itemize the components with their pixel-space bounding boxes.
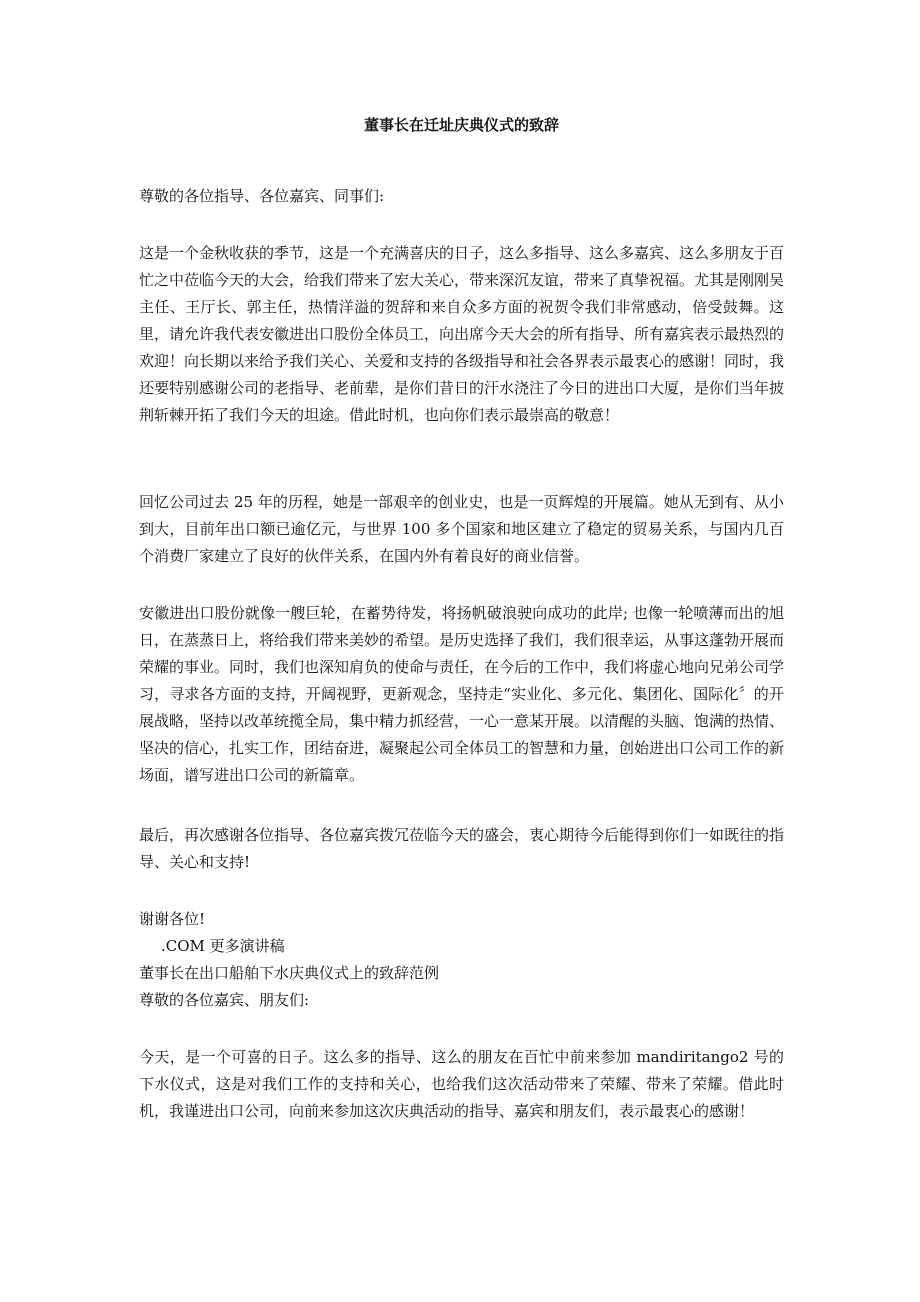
paragraph-history: 回忆公司过去 25 年的历程，她是一部艰辛的创业史，也是一页辉煌的开展篇。她从无到有、从小到大，目前年出口额已逾亿元，与世界 100 多个国家和地区建立了稳定的贸易关系，与国内几百个消费厂家建立了良好的伙伴关系，在国内外有着良好的商业信誉。 [139, 493, 784, 565]
second-salutation: 尊敬的各位嘉宾、朋友们: [139, 991, 310, 1009]
page-title: 董事长在迁址庆典仪式的致辞 [363, 116, 559, 134]
paragraph-vision: 安徽进出口股份就像一艘巨轮，在蓄势待发，将扬帆破浪驶向成功的此岸; 也像一轮喷薄而出的旭日，在蒸蒸日上，将给我们带来美妙的希望。是历史选择了我们，我们很幸运，从事这蓬勃开展而荣耀的事业。同时，我们也深知肩负的使命与责任，在今后的工作中，我们将虚心地向兄弟公司学习，寻求各方面的支持，开阔视野，更新观念，坚持走“实业化、多元化、集团化、国际化〞的开展战略，坚持以改革统揽全局，集中精力抓经营，一心一意某开展。以清醒的头脑、饱满的热情、坚决的信心，扎实工作，团结奋进，凝聚起公司全体员工的智慧和力量，创始进出口公司工作的新场面，谱写进出口公司的新篇章。 [139, 604, 785, 784]
second-speech-title: 董事长在出口船舶下水庆典仪式上的致辞范例 [139, 964, 440, 982]
more-speeches-link[interactable]: .COM 更多演讲稿 [161, 937, 285, 955]
salutation: 尊敬的各位指导、各位嘉宾、同事们: [139, 187, 385, 205]
paragraph-closing: 最后，再次感谢各位指导、各位嘉宾拨冗莅临今天的盛会，衷心期待今后能得到你们一如既往的指导、关心和支持! [139, 826, 785, 871]
thanks-line: 谢谢各位! [139, 910, 206, 928]
paragraph-opening: 这是一个金秋收获的季节，这是一个充满喜庆的日子，这么多指导、这么多嘉宾、这么多朋友于百忙之中莅临今天的大会，给我们带来了宏大关心，带来深沉友谊，带来了真挚祝福。尤其是刚刚吴主任、王厅长、郭主任，热情洋溢的贺辞和来自众多方面的祝贺令我们非常感动，倍受鼓舞。这里，请允许我代表安徽进出口股份全体员工，向出席今天大会的所有指导、所有嘉宾表示最热烈的欢迎！向长期以来给予我们关心、关爱和支持的各级指导和社会各界表示最衷心的感谢！同时，我还要特别感谢公司的老指导、老前辈，是你们昔日的汗水浇注了今日的进出口大厦，是你们当年披荆斩棘开拓了我们今天的坦途。借此时机，也向你们表示最崇高的敬意！ [139, 244, 785, 424]
paragraph-launch: 今天，是一个可喜的日子。这么多的指导、这么的朋友在百忙中前来参加 mandiritango2 号的下水仪式，这是对我们工作的支持和关心，也给我们这次活动带来了荣耀、带来了荣耀。借此时机，我谨进出口公司，向前来参加这次庆典活动的指导、嘉宾和朋友们，表示最衷心的感谢！ [139, 1048, 784, 1120]
